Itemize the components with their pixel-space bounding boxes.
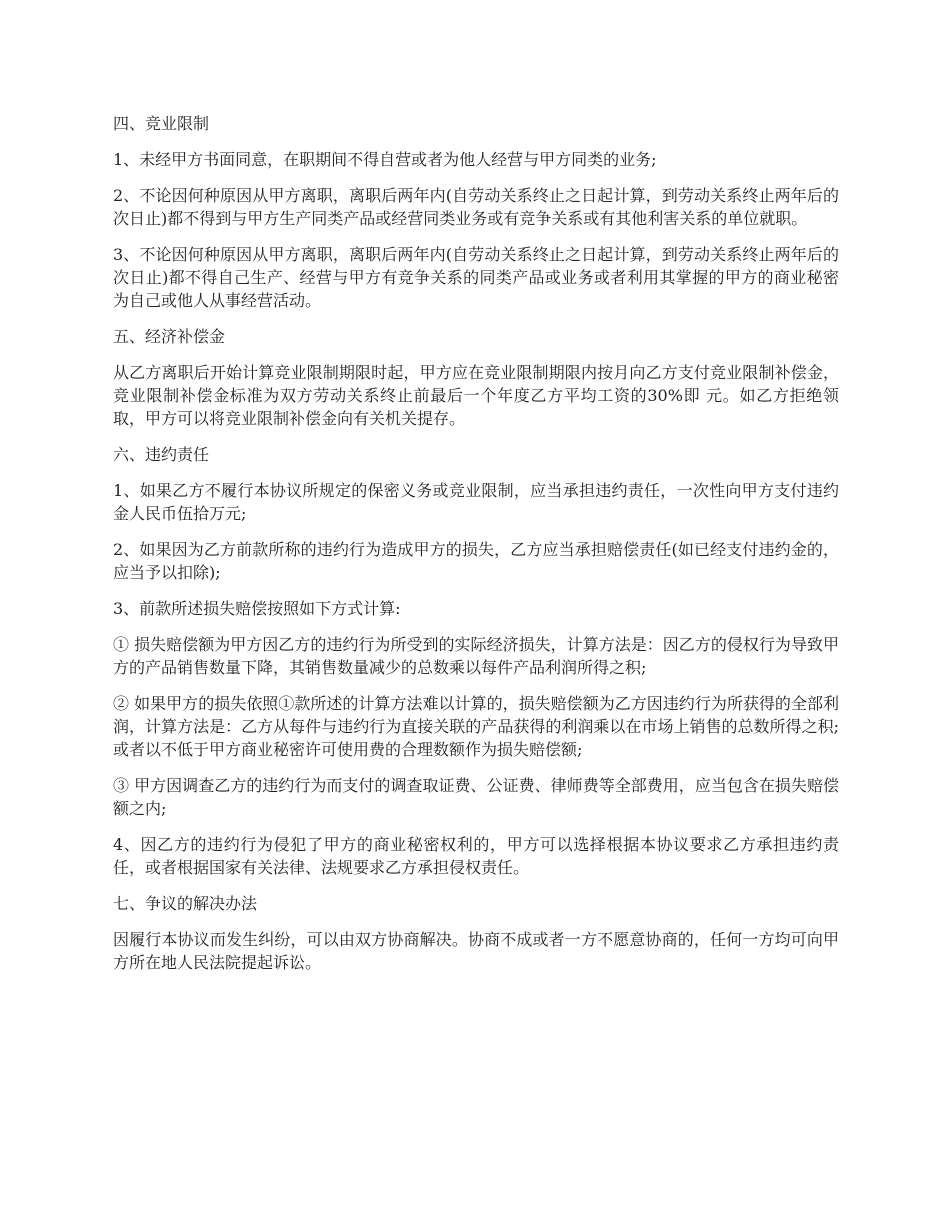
clause-paragraph: 从乙方离职后开始计算竞业限制期限时起，甲方应在竞业限制期限内按月向乙方支付竞业限制补偿金，竞业限制补偿金标准为双方劳动关系终止前最后一个年度乙方平均工资的30%即 元。如乙方拒绝领取，甲方可以将竞业限制补偿金向有关机关提存。 <box>113 363 839 428</box>
clause-paragraph: 3、不论因何种原因从甲方离职，离职后两年内(自劳动关系终止之日起计算，到劳动关系终止两年后的次日止)都不得自己生产、经营与甲方有竞争关系的同类产品或业务或者利用其掌握的甲方的商业秘密为自己或他人从事经营活动。 <box>113 245 839 310</box>
clause-paragraph: ① 损失赔偿额为甲方因乙方的违约行为所受到的实际经济损失，计算方法是：因乙方的侵权行为导致甲方的产品销售数量下降，其销售数量减少的总数乘以每件产品利润所得之积; <box>113 635 839 677</box>
clause-paragraph: 1、如果乙方不履行本协议所规定的保密义务或竞业限制，应当承担违约责任，一次性向甲方支付违约金人民币伍拾万元; <box>113 481 839 523</box>
document-page <box>113 112 839 987</box>
clause-paragraph: 2、如果因为乙方前款所称的违约行为造成甲方的损失，乙方应当承担赔偿责任(如已经支付违约金的，应当予以扣除); <box>113 540 839 582</box>
section-heading-dispute-resolution: 七、争议的解决办法 <box>113 894 258 913</box>
section-heading-compensation: 五、经济补偿金 <box>113 327 226 346</box>
section-heading-liability: 六、违约责任 <box>113 445 210 464</box>
clause-paragraph: 因履行本协议而发生纠纷，可以由双方协商解决。协商不成或者一方不愿意协商的，任何一方均可向甲方所在地人民法院提起诉讼。 <box>113 930 839 972</box>
clause-paragraph: ② 如果甲方的损失依照①款所述的计算方法难以计算的，损失赔偿额为乙方因违约行为所获得的全部利润，计算方法是：乙方从每件与违约行为直接关联的产品获得的利润乘以在市场上销售的总数所得之积;或者以不低于甲方商业秘密许可使用费的合理数额作为损失赔偿额; <box>113 694 839 759</box>
clause-paragraph: 4、因乙方的违约行为侵犯了甲方的商业秘密权利的，甲方可以选择根据本协议要求乙方承担违约责任，或者根据国家有关法律、法规要求乙方承担侵权责任。 <box>113 835 839 877</box>
clause-paragraph: 1、未经甲方书面同意，在职期间不得自营或者为他人经营与甲方同类的业务; <box>113 150 657 169</box>
clause-paragraph: 3、前款所述损失赔偿按照如下方式计算: <box>113 599 401 618</box>
clause-paragraph: ③ 甲方因调查乙方的违约行为而支付的调查取证费、公证费、律师费等全部费用，应当包含在损失赔偿额之内; <box>113 776 839 818</box>
clause-paragraph: 2、不论因何种原因从甲方离职，离职后两年内(自劳动关系终止之日起计算，到劳动关系终止两年后的次日止)都不得到与甲方生产同类产品或经营同类业务或有竞争关系或有其他利害关系的单位就职。 <box>113 186 839 228</box>
section-heading-non-compete: 四、竞业限制 <box>113 114 210 133</box>
